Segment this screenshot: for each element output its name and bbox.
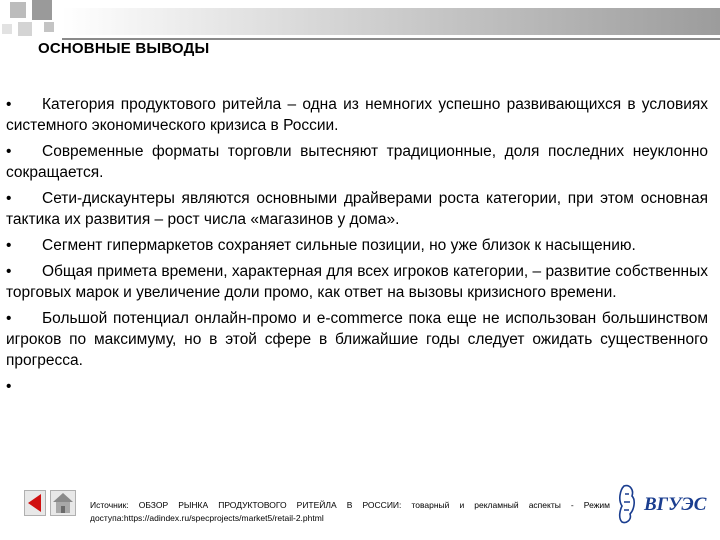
header-gradient-band xyxy=(62,8,720,35)
list-item-empty xyxy=(6,376,708,397)
list-item: • Сети-дискаунтеры являются основными драйверами роста категории, при этом основная тактика их развития – рост числа «магазинов у дома». xyxy=(6,190,708,228)
list-item: • Категория продуктового ритейла – одна из немногих успешно развивающихся в условиях системного экономического кризиса в России. xyxy=(6,96,708,134)
bullet-icon: • xyxy=(6,143,12,160)
home-icon xyxy=(50,490,76,516)
bullet-icon: • xyxy=(6,310,12,327)
university-logo-icon xyxy=(614,480,714,528)
home-button[interactable] xyxy=(50,490,76,516)
list-item: • Общая примета времени, характерная для всех игроков категории, – развитие собственных торговых марок и увеличение доли промо, как ответ на вызовы кризисного времени. xyxy=(6,263,708,301)
bullet-icon: • xyxy=(6,237,12,254)
list-item: • Большой потенциал онлайн-промо и e-commerce пока еще не использован большинством игроков по максимуму, но в этой сфере в ближайшие годы следует ожидать существенного прогресса. xyxy=(6,310,708,369)
back-arrow-icon xyxy=(24,490,46,516)
list-item: • Сегмент гипермаркетов сохраняет сильные позиции, но уже близок к насыщению. xyxy=(6,237,636,254)
bullet-icon: • xyxy=(6,263,12,280)
logo-text: ВГУЭС xyxy=(644,494,707,515)
back-button[interactable] xyxy=(24,490,46,516)
bullet-icon: • xyxy=(6,96,12,113)
bullet-icon: • xyxy=(6,190,12,207)
list-item: • Современные форматы торговли вытесняют традиционные, доля последних неуклонно сокращается. xyxy=(6,143,708,181)
bullet-icon: • xyxy=(6,378,12,395)
university-logo xyxy=(614,480,714,528)
slide-title: ОСНОВНЫЕ ВЫВОДЫ xyxy=(38,40,210,57)
conclusions-list xyxy=(6,94,708,402)
source-citation: Источник: ОБЗОР РЫНКА ПРОДУКТОВОГО РИТЕЙЛА В РОССИИ: товарный и рекламный аспекты - Режим доступа:https://adindex.ru/specprojects/market5/retail-2.phtml xyxy=(90,500,610,523)
